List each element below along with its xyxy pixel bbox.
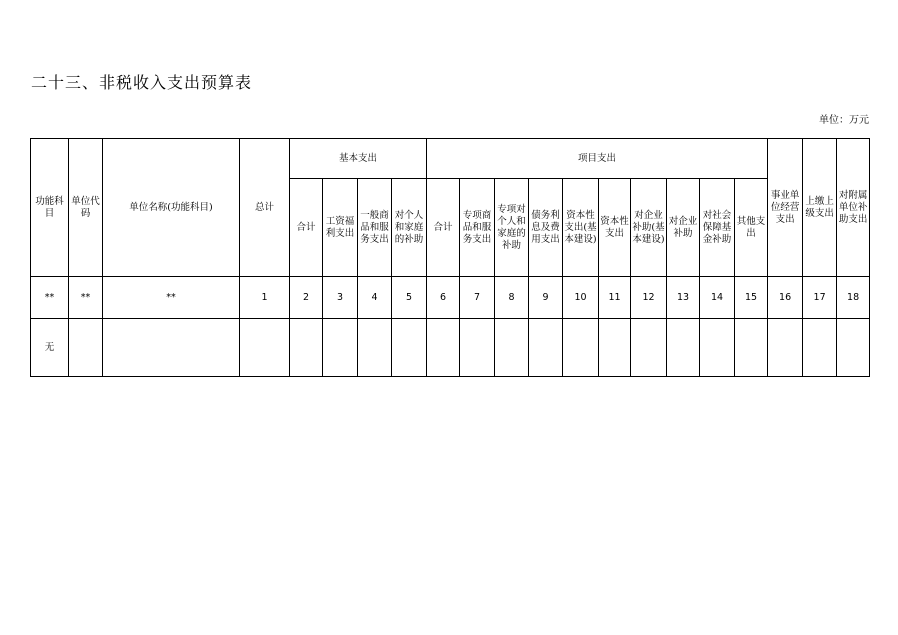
header-basic-goods-services: 一般商品和服务支出 <box>358 179 392 277</box>
header-project-social-security: 对社会保障基金补助 <box>700 179 735 277</box>
data-cell <box>240 319 290 377</box>
index-cell: 10 <box>563 277 599 319</box>
header-upper-payment: 上缴上级支出 <box>803 139 837 277</box>
data-cell <box>495 319 529 377</box>
header-basic-salary: 工资福利支出 <box>323 179 358 277</box>
header-project-capital-construction: 资本性支出(基本建设) <box>563 179 599 277</box>
header-project-capital: 资本性支出 <box>599 179 631 277</box>
data-row <box>31 319 870 377</box>
data-cell <box>103 319 240 377</box>
index-cell: ** <box>31 277 69 319</box>
index-cell: 7 <box>460 277 495 319</box>
header-project-goods-services: 专项商品和服务支出 <box>460 179 495 277</box>
index-cell: 16 <box>768 277 803 319</box>
index-cell: 17 <box>803 277 837 319</box>
data-cell <box>563 319 599 377</box>
header-row-1 <box>31 139 870 179</box>
header-basic-individual-subsidy: 对个人和家庭的补助 <box>392 179 427 277</box>
index-cell: 3 <box>323 277 358 319</box>
header-affiliated-subsidy: 对附属单位补助支出 <box>837 139 870 277</box>
budget-table <box>30 138 870 377</box>
data-cell <box>631 319 667 377</box>
data-cell <box>700 319 735 377</box>
header-project-total: 合计 <box>427 179 460 277</box>
header-project-enterprise-subsidy: 对企业补助 <box>667 179 700 277</box>
header-unit-code: 单位代码 <box>69 139 103 277</box>
header-function-subject: 功能科目 <box>31 139 69 277</box>
index-row <box>31 277 870 319</box>
index-cell: 1 <box>240 277 290 319</box>
index-cell: 9 <box>529 277 563 319</box>
index-cell: 11 <box>599 277 631 319</box>
header-total: 总计 <box>240 139 290 277</box>
header-basic-total: 合计 <box>290 179 323 277</box>
index-cell: 12 <box>631 277 667 319</box>
data-cell <box>803 319 837 377</box>
header-project-enterprise-construction: 对企业补助(基本建设) <box>631 179 667 277</box>
header-institution-operating: 事业单位经营支出 <box>768 139 803 277</box>
data-cell <box>460 319 495 377</box>
data-cell <box>599 319 631 377</box>
header-project-debt-interest: 债务利息及费用支出 <box>529 179 563 277</box>
data-cell-function-subject: 无 <box>31 319 69 377</box>
data-cell <box>735 319 768 377</box>
header-project-other: 其他支出 <box>735 179 768 277</box>
index-cell: 18 <box>837 277 870 319</box>
header-project-group: 项目支出 <box>427 139 768 179</box>
index-cell: ** <box>69 277 103 319</box>
data-cell <box>69 319 103 377</box>
header-project-individual-subsidy: 专项对个人和家庭的补助 <box>495 179 529 277</box>
data-cell <box>290 319 323 377</box>
page-title: 二十三、非税收入支出预算表 <box>31 73 253 92</box>
unit-label: 单位：万元 <box>819 115 869 126</box>
index-cell: 5 <box>392 277 427 319</box>
index-cell: 15 <box>735 277 768 319</box>
data-cell <box>768 319 803 377</box>
index-cell: 4 <box>358 277 392 319</box>
header-unit-name: 单位名称(功能科目) <box>103 139 240 277</box>
index-cell: 8 <box>495 277 529 319</box>
data-cell <box>392 319 427 377</box>
data-cell <box>837 319 870 377</box>
index-cell: 14 <box>700 277 735 319</box>
data-cell <box>529 319 563 377</box>
header-basic-group: 基本支出 <box>290 139 427 179</box>
data-cell <box>358 319 392 377</box>
index-cell: ** <box>103 277 240 319</box>
index-cell: 13 <box>667 277 700 319</box>
data-cell <box>667 319 700 377</box>
data-cell <box>427 319 460 377</box>
data-cell <box>323 319 358 377</box>
index-cell: 2 <box>290 277 323 319</box>
index-cell: 6 <box>427 277 460 319</box>
